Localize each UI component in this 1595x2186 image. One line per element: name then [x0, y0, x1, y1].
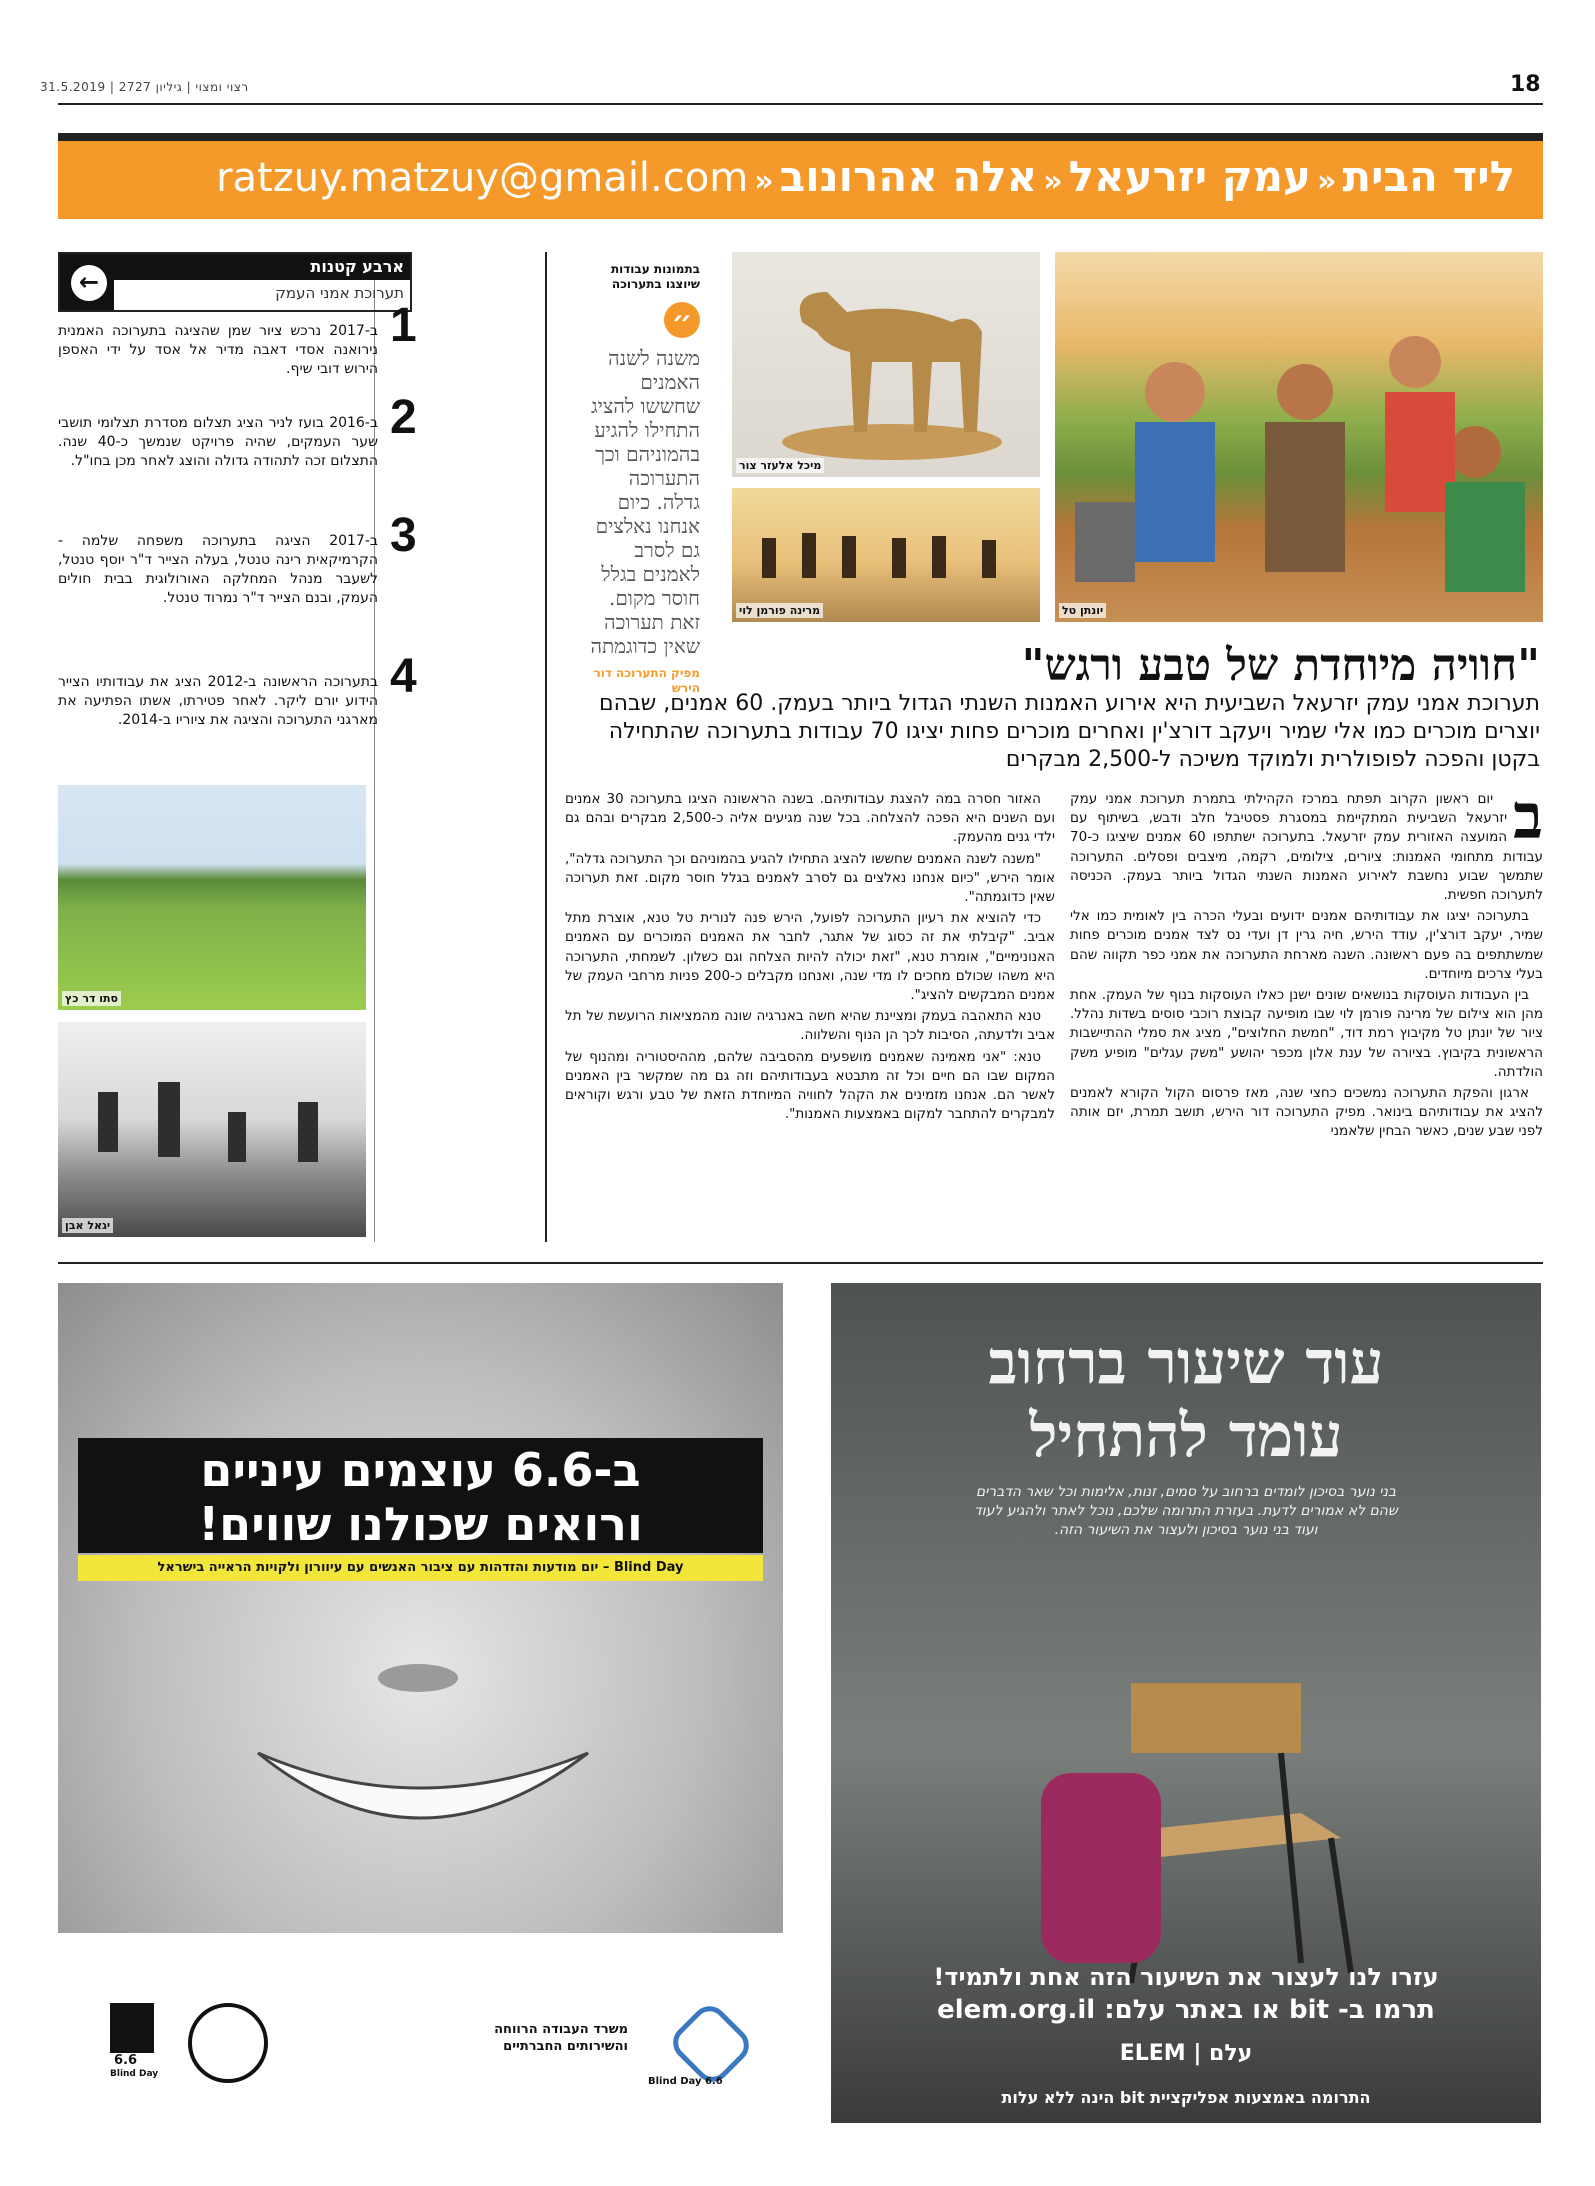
historic-photo-image — [58, 1022, 366, 1237]
photo-credit: סתו דר כץ — [62, 991, 121, 1006]
elem-logo: ELEM | עלם — [1119, 2041, 1253, 2066]
ad-headline-2: ורואים שכולנו שווים! — [198, 1497, 643, 1551]
sidebar-item — [58, 509, 417, 608]
ad-headline-1: עוד שיעור ברחוב — [988, 1328, 1384, 1398]
paragraph: יום ראשון הקרוב תפתח במרכז הקהילתי בתמרת תערוכת אמני עמק יזרעאל השביעית המתקיימת במסגרת פסטיבל חלב ודבש, בשיתוף עם המועצה האזורית עמק יזרעאל. בתערוכה ישתתפו 60 אמנים שיציגו כ-70 עבודות מתחומי האמנות: ציורים, צילומים, רקמה, מיצבים ופסלים. התערוכה שתמשך שבוע נחשבת לאירוע האמנות השנתי הגדול ביותר בעמק. הכניסה לתערוכה חפשית. — [1070, 791, 1543, 904]
banner-email[interactable]: ratzuy.matzuy@gmail.com — [216, 155, 749, 201]
painting-figures — [1055, 252, 1543, 622]
item-number: 3 — [390, 509, 417, 562]
item-number: 2 — [390, 391, 417, 444]
sidebar-item — [58, 299, 417, 379]
sidebar-title: ארבע קטנות — [310, 257, 404, 276]
paragraph: טנא: "אני מאמינה שאמנים מושפעים מהסביבה שלהם, מההיסטוריה ומהנוף של המקום שבו הם חיים וכל זה מתבטא בעבודותיהם וזה גם מה שמקשר בין האמנים לאשר הם. אנחנו מזמינים את הקהל לחוויה המיוחדת הזאת של טבע ורגש וקוראים למבקרים להתחבר למקום באמצעות האמנות". — [565, 1048, 1055, 1123]
paragraph: בתערוכה יציגו את עבודותיהם אמנים ידועים ובעלי הכרה בין לאומית כמו אלי שמיר, יעקב דורצ'ין, עודד הירש, חיה גרין דן ועדי נס לצד אמנים מוכרים פחות שמשתתפים בה פעם ראשונה. השנה מארחת התערוכה את אמני כפר תקווה שהם בעלי צרכים מיוחדים. — [1070, 908, 1543, 982]
body-column-right — [1070, 780, 1543, 1240]
photo-credit: יונתן טל — [1059, 603, 1106, 618]
smile-graphic — [58, 1283, 783, 1933]
ministry-name: משרד העבודה הרווחה והשירותים החברתיים — [494, 2022, 628, 2054]
arrow-left-icon: ← — [68, 262, 110, 304]
top-rule — [58, 103, 1543, 105]
photo-credit: מיכל אלעזר צור — [736, 458, 824, 473]
facebook-label: Blind Day 6.6 — [648, 2076, 723, 2087]
field-image — [58, 785, 366, 1010]
body-column-left — [565, 790, 1055, 1240]
headline: "חוויה מיוחדת של טבע ורגש" — [1021, 640, 1540, 691]
sidebar-subtitle: תערוכת אמני העמק — [275, 284, 404, 302]
column-divider — [545, 252, 547, 1242]
photo-credit: יגאל אבן — [62, 1218, 113, 1233]
item-text: ב-2017 נרכש ציור שמן שהציגה בתערוכה האמנית נירואנה אסדי דאבה מדיר אל אסד על ידי האספן הירוש דובי שיף. — [58, 323, 378, 377]
ad-headline-2: עומד להתחיל — [1029, 1401, 1343, 1471]
ad-cta-2[interactable]: תרמו ב- bit או באתר עלם: elem.org.il — [937, 1995, 1435, 2025]
column-divider — [374, 252, 375, 1242]
photo-credit: מרינה פורמן לוי — [736, 603, 823, 618]
quote-text: משנה לשנה האמנים שחששו להציג התחילו להגיע בהמוניהם וכך התערוכה גדלה. כיום אנחנו נאלצים גם לסרב לאמנים בגלל חוסר מקום. זאת תערוכה שאין כדוגמתה — [590, 346, 700, 658]
paragraph: בין העבודות העוסקות בנושאים שונים ישנן כאלו העוסקות בנוף של העמק. אחת מהן הוא צילום של מרינה פורמן לוי שבו מופיעה קבוצת רוכבי סוסים בשדות נהלל. ציור של יונתן טל מקיבוץ רמת דוד, "חמשת החלוצים", מציג את סמלי ההתיישבות הראשונית בקיבוץ. בציורה של ענת אלון מכפר יהושע "משק עגלים" מופיע משק הולדתה. — [1070, 987, 1543, 1080]
banner-section: ליד הבית — [1342, 152, 1515, 201]
chevron-icon: « — [1316, 164, 1337, 199]
workers-silhouettes — [58, 1022, 366, 1237]
drop-cap: ב — [1513, 780, 1543, 853]
chevron-icon: « — [754, 164, 774, 199]
chevron-icon: « — [1043, 164, 1063, 199]
riders-silhouettes — [732, 488, 1040, 622]
ad-divider — [58, 1262, 1543, 1264]
blind-day-ad — [58, 1283, 783, 2103]
page-number: 18 — [1510, 72, 1541, 97]
horse-sculpture — [732, 252, 1040, 477]
quote-attribution: מפיק התערוכה דור הירש — [593, 666, 700, 695]
ad-cta-1: עזרו לנו לעצור את השיעור הזה אחת ולתמיד! — [933, 1963, 1439, 1991]
paragraph: ארגון והפקת התערוכה נמשכים כחצי שנה, מאז פרסום הקול הקורא לאמנים להציג את עבודותיהם בינואר. מפיק התערוכה דור הירש, תושב תמרת, יזם אותה לפני שבע שנים, כאשר הבחין שלאמני — [1070, 1085, 1543, 1140]
ad-body: בני נוער בסיכון לומדים ברחוב על סמים, זנות, אלימות וכל שאר הדברים שהם לא אמורים לדעת. בעזרת התרומה שלכם, נוכל לאתר ולהגיע לעוד ועוד בני נוער בסיכון ולעצור את השיעור הזה. — [974, 1484, 1398, 1538]
ad-yellow-strip: Blind Day – יום מודעות והזדהות עם ציבור האנשים עם עיוורון ולקויות הראייה בישראל — [78, 1555, 763, 1581]
blind-day-date: 6.6 — [114, 2053, 138, 2068]
sidebar-item — [58, 391, 417, 471]
item-text: ב-2016 בועז לניר הציג תצלום מסדרת תצלומי תושבי שער העמקים, שהיה פרויקט שנמשך כ-40 שנה. התצלום זכה לתהודה גדולה והוצג לאחר מכן בחו"ל. — [58, 415, 378, 469]
ad-headline-1: ב-6.6 עוצמים עיניים — [200, 1443, 641, 1497]
item-number: 1 — [390, 299, 417, 352]
item-number: 4 — [390, 650, 417, 703]
paragraph: כדי להוציא את רעיון התערוכה לפועל, הירש פנה לנורית טל טנא, אוצרת מתל אביב. "קיבלתי את זה כסוג של אתגר, לחבר את האמנים המוכרים עם האמנים האנונימיים", אומרת טנא, "זאת יכולה להיות הצלחה וגם כשלון. לשמחתי, התערוכה היא משהו שכולם מחכים לו מדי שנה, ואנחנו מקבלים כ-200 פניות מרחבי העמק של אמנים המבקשים להציג". — [565, 910, 1055, 1004]
pull-quote — [590, 262, 700, 696]
banner-text — [120, 152, 1515, 201]
face-image — [58, 1283, 783, 1933]
sidebar-item — [58, 650, 417, 730]
riders-image — [732, 488, 1040, 622]
horse-sculpture-image — [732, 252, 1040, 477]
paragraph: "משנה לשנה האמנים שחששו להציג התחילו להגיע בהמוניהם וכך התערוכה גדלה", אומר הירש, "כיום אנחנו נאלצים גם לסרב לאמנים בגלל חוסר מקום. זאת תערוכה שאין כדוגמתה". — [565, 850, 1055, 906]
subheadline: תערוכת אמני עמק יזרעאל השביעית היא אירוע האמנות השנתי הגדול ביותר בעמק. 60 אמנים, שבהם יוצרים מוכרים כמו אלי שמיר ויעקב דורצ'ין ואחרים מוכרים פחות יציגו 70 עבודות בתערוכה שהתחילה בקטן והפכה לפופולרית ולמוקד משיכה ל-2,500 מבקרים — [598, 691, 1540, 772]
painting-image — [1055, 252, 1543, 622]
association-logo — [188, 2003, 268, 2083]
blind-day-logo — [110, 2003, 154, 2053]
banner-author: אלה אהרונוב — [779, 152, 1038, 201]
item-text: ב-2017 הציגה בתערוכה משפחה שלמה - הקרמיקאית רינה טנטל, בעלה הצייר ד"ר יוסף טנטל, לשעבר מנהל המחלקה האורולוגית בבית חולים העמק, ובנם הצייר ד"ר נמרוד טנטל. — [58, 533, 378, 606]
chair-backpack-graphic — [981, 1663, 1361, 1993]
issue-meta: רצוי ומצוי | גיליון 2727 | 31.5.2019 — [40, 80, 249, 94]
paragraph: טנא התאהבה בעמק ומציינת שהיא חשה באנרגיה שונה מהמציאות הרועשת של תל אביב ולדעתה, הסיבות לכך הן הנוף והשלווה. — [565, 1008, 1055, 1044]
blind-day-label: Blind Day — [110, 2069, 159, 2079]
elem-ad — [831, 1283, 1541, 2123]
quote-label: בתמונות עבודות שיוצגו בתערוכה — [610, 262, 700, 291]
quote-mark-icon: ״ — [664, 302, 700, 338]
sidebar-header — [58, 252, 412, 312]
item-text: בתערוכה הראשונה ב-2012 הציג את עבודותיו הצייר הידוע יורם ליקר. לאחר פטירתו, אשתו הפתיעה את מארגני התערוכה והציגה את ציוריו ב-2014. — [58, 674, 379, 728]
banner-region: עמק יזרעאל — [1068, 152, 1311, 201]
banner-top-bar — [58, 133, 1543, 141]
paragraph: האזור חסרה במה להצגת עבודותיהם. בשנה הראשונה הציגו בתערוכה 30 אמנים ועם השנים היא הפכה להצלחה. בכל שנה מגיעים אליה כ-2,500 מבקרים ובהם גם ילדי גנים מהעמק. — [565, 791, 1055, 846]
ad-bottom-note: התרומה באמצעות אפליקציית bit הינה ללא עלות — [1001, 2088, 1371, 2107]
